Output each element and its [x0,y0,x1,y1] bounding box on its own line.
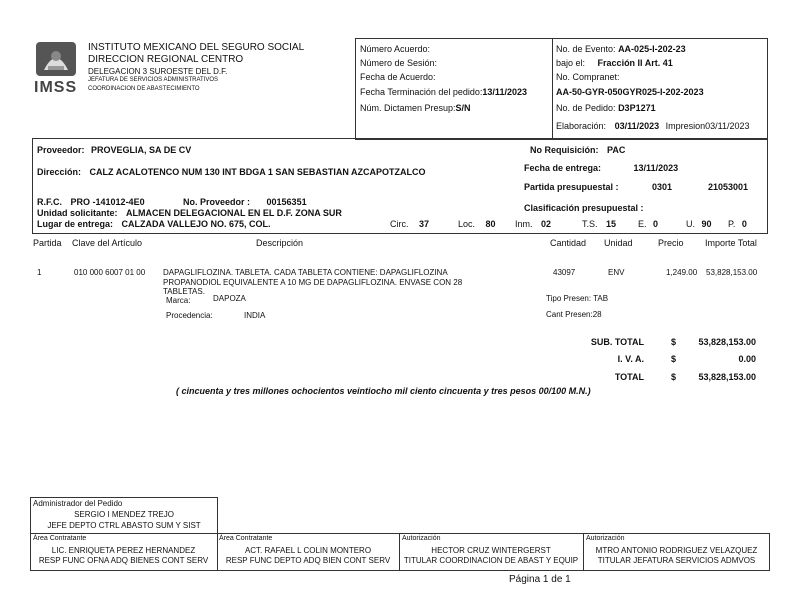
direccion-label: Dirección: [37,167,82,177]
row-cant-presen-value: 28 [592,310,602,319]
evento [556,44,686,54]
total-value: 53,828,153.00 [698,372,756,382]
admin-name: SERGIO I MENDEZ TREJO [74,510,174,519]
numero-acuerdo-label: Número Acuerdo: [360,44,431,54]
col-importe: Importe Total [705,238,757,248]
org-line-3: DELEGACION 3 SUROESTE DEL D.F. [88,67,228,76]
row-cant-presen [546,310,602,319]
total-letras: ( cincuenta y tres millones ochocientos veintiocho mil ciento cincuenta y tres pesos 00/100 M.N.) [176,386,591,396]
subtotal-currency: $ [671,337,677,347]
subtotal-label: SUB. TOTAL [590,337,644,347]
evento-label: No. de Evento: [556,44,616,54]
row-clave: 010 000 6007 01 00 [74,268,146,277]
fecha-entrega-label: Fecha de entrega: [524,163,602,173]
loc-label: Loc. [458,219,476,229]
unidad-solicitante [37,208,342,218]
row-cant-presen-label: Cant Presen: [546,310,593,319]
impresion-value: 03/11/2023 [705,121,750,131]
loc-value: 80 [485,219,496,229]
compranet-value: AA-50-GYR-050GYR025-I-202-2023 [556,87,704,97]
org-line-4: JEFATURA DE SERVICIOS ADMINISTRATIVOS [88,77,219,83]
row-tipo-presen [546,294,608,303]
ts-label: T.S. [582,219,598,229]
lugar-entrega-label: Lugar de entrega: [37,219,114,229]
sig-4-name: MTRO ANTONIO RODRIGUEZ VELAZQUEZ [595,546,758,555]
circ [390,219,429,229]
impresion-label: Impresion [665,121,706,131]
e-label: E. [638,219,647,229]
col-precio: Precio [658,238,684,248]
pedido-value: D3P1271 [618,103,656,113]
col-clave: Clave del Artículo [72,238,143,248]
partida-presupuestal-label: Partida presupuestal : [524,182,619,192]
numero-sesion-label: Número de Sesión: [360,58,438,68]
ts [582,219,616,229]
requisicion-value: PAC [607,145,626,155]
row-descripcion-2: PROPANODIOL EQUIVALENTE A 10 MG DE DAPAGLIFLOZINA. ENVASE CON 28 [163,278,463,287]
u [686,219,712,229]
bajo-value: Fracción II Art. 41 [597,58,673,68]
sig-2-label: Área Contratante [219,535,273,542]
proveedor-label: Proveedor: [37,145,85,155]
fecha-entrega-value: 13/11/2023 [633,163,679,173]
pedido [556,103,656,113]
p [728,219,747,229]
ts-value: 15 [606,219,617,229]
sig-1-name: LIC. ENRIQUETA PEREZ HERNANDEZ [51,546,196,555]
fecha-terminacion-value: 13/11/2023 [482,87,527,97]
sig-3-label: Autorización [402,535,441,542]
lugar-entrega [37,219,271,229]
partida-presupuestal-value1: 0301 [652,182,673,192]
col-cantidad: Cantidad [550,238,587,248]
row-procedencia-value: INDIA [244,311,266,320]
e [638,219,658,229]
num-dictamen [360,103,471,113]
proveedor [37,145,191,155]
inm-value: 02 [541,219,552,229]
col-unidad: Unidad [604,238,633,248]
u-label: U. [686,219,695,229]
num-dictamen-value: S/N [455,103,471,113]
rfc [37,197,145,207]
org-line-2: DIRECCION REGIONAL CENTRO [88,54,244,65]
sig-2-name: ACT. RAFAEL L COLIN MONTERO [244,546,372,555]
row-marca-label: Marca: [166,296,191,305]
rfc-value: PRO -141012-4E0 [70,197,145,207]
row-cantidad: 43097 [553,268,576,277]
no-proveedor [183,197,307,207]
p-value: 0 [741,219,747,229]
circ-value: 37 [419,219,430,229]
pedido-label: No. de Pedido: [556,103,616,113]
row-descripcion-1: DAPAGLIFLOZINA. TABLETA. CADA TABLETA CONTIENE: DAPAGLIFLOZINA [163,268,448,277]
row-marca-value: DAPOZA [213,294,246,303]
logo-text: IMSS [34,79,78,96]
inm [515,219,551,229]
row-unidad: ENV [608,268,625,277]
sig-4-title: TITULAR JEFATURA SERVICIOS ADMVOS [597,556,756,565]
no-proveedor-label: No. Proveedor : [183,197,251,207]
sig-3-name: HECTOR CRUZ WINTERGERST [431,546,551,555]
row-tipo-presen-label: Tipo Presen: [546,294,592,303]
subtotal-value: 53,828,153.00 [698,337,756,347]
page-number: Página 1 de 1 [509,574,571,585]
iva-currency: $ [671,354,677,364]
lugar-entrega-value: CALZADA VALLEJO NO. 675, COL. [121,219,271,229]
u-value: 90 [701,219,712,229]
org-line-5: COORDINACION DE ABASTECIMIENTO [88,86,200,92]
elaboracion [556,121,750,131]
unidad-solicitante-value: ALMACEN DELEGACIONAL EN EL D.F. ZONA SUR [126,208,342,218]
admin-label: Administrador del Pedido [33,499,123,508]
total-currency: $ [671,372,677,382]
sig-1-title: RESP FUNC OFNA ADQ BIENES CONT SERV [38,556,209,565]
evento-value: AA-025-I-202-23 [618,44,686,54]
row-tipo-presen-value: TAB [593,294,609,303]
circ-label: Circ. [390,219,409,229]
direccion-value: CALZ ACALOTENCO NUM 130 INT BDGA 1 SAN SEBASTIAN AZCAPOTZALCO [89,167,426,177]
partida-presupuestal-value2: 21053001 [708,182,749,192]
requisicion [530,145,625,155]
requisicion-label: No Requisición: [530,145,599,155]
col-descripcion: Descripción [256,238,304,248]
org-line-1: INSTITUTO MEXICANO DEL SEGURO SOCIAL [88,42,305,53]
num-dictamen-label: Núm. Dictamen Presup: [360,103,456,113]
sig-1-label: Área Contratante [33,535,87,542]
fecha-terminacion-label: Fecha Terminación del pedido: [360,87,483,97]
row-descripcion-3: TABLETAS. [163,287,205,296]
rfc-label: R.F.C. [37,197,63,207]
row-importe: 53,828,153.00 [706,268,758,277]
no-proveedor-value: 00156351 [266,197,307,207]
admin-title: JEFE DEPTO CTRL ABASTO SUM Y SIST [47,521,201,530]
inm-label: Inm. [515,219,533,229]
col-partida: Partida [33,238,62,248]
sig-2-title: RESP FUNC DEPTO ADQ BIEN CONT SERV [225,556,391,565]
sig-3-title: TITULAR COORDINACION DE ABAST Y EQUIP [403,556,579,565]
compranet-label: No. Compranet: [556,72,620,82]
bajo [556,58,673,68]
total-label: TOTAL [614,372,644,382]
loc [458,219,496,229]
fecha-acuerdo-label: Fecha de Acuerdo: [360,72,436,82]
sig-4-label: Autorización [586,535,625,542]
bajo-label: bajo el: [556,58,586,68]
elaboracion-label: Elaboración: [556,121,607,131]
row-procedencia-label: Procedencia: [166,311,213,320]
p-label: P. [728,219,736,229]
elaboracion-value: 03/11/2023 [614,121,660,131]
iva-value: 0.00 [738,354,756,364]
row-partida: 1 [37,268,42,277]
e-value: 0 [653,219,659,229]
clasificacion-label: Clasificación presupuestal : [524,203,644,213]
iva-label: I. V. A. [617,354,644,364]
fecha-entrega [524,163,678,173]
direccion [37,167,426,177]
fecha-terminacion [360,87,527,97]
unidad-solicitante-label: Unidad solicitante: [37,208,118,218]
proveedor-value: PROVEGLIA, SA DE CV [91,145,192,155]
row-precio: 1,249.00 [666,268,698,277]
